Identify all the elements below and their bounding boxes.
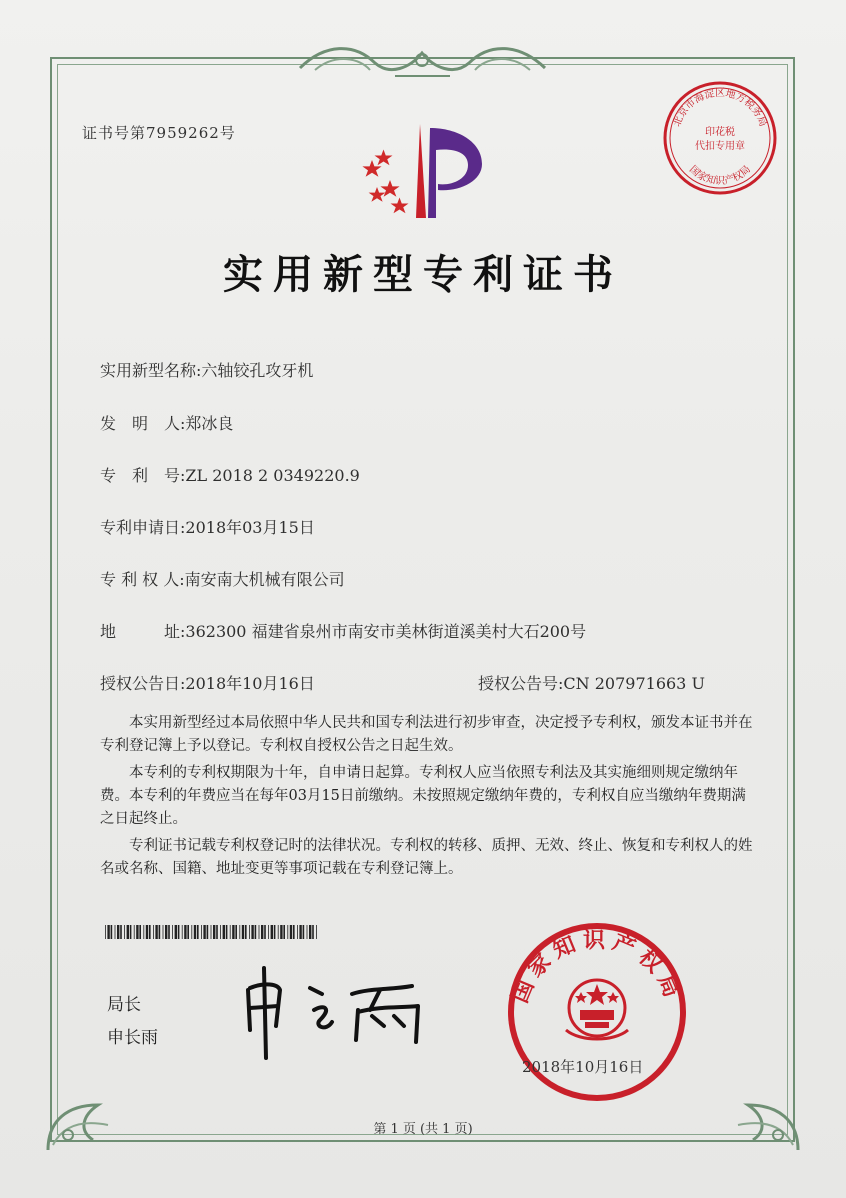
body-paragraph-3: 专利证书记载专利权登记时的法律状况。专利权的转移、质押、无效、终止、恢复和专利权人的姓名或名称、国籍、地址变更等事项记载在专利登记簿上。 [100, 838, 753, 877]
director-name: 申长雨 [107, 1028, 158, 1048]
field-patentee [100, 567, 345, 590]
grant-date-label: 授权公告日: [100, 674, 186, 693]
svg-text:代扣专用章: 代扣专用章 [695, 141, 745, 152]
grant-date-value: 2018年10月16日 [185, 674, 315, 693]
name-value: 六轴铰孔攻牙机 [201, 361, 314, 380]
patentee-label: 专 利 权 人: [100, 570, 185, 589]
field-filing-date [100, 515, 315, 538]
field-grant-no [478, 671, 705, 694]
patent-office-logo-icon [358, 120, 488, 225]
svg-text:国家知识产权局: 国家知识产权局 [506, 927, 688, 1007]
filing-date-value: 2018年03月15日 [185, 518, 315, 537]
field-inventor [100, 411, 233, 434]
top-ornament-icon [295, 38, 550, 83]
certificate-title: 实用新型专利证书 [223, 251, 623, 298]
svg-text:北京市海淀区地方税务局: 北京市海淀区地方税务局 [671, 88, 769, 129]
filing-date-label: 专利申请日: [100, 518, 186, 537]
patent-no-label: 专 利 号: [100, 466, 186, 485]
grant-no-label: 授权公告号: [478, 674, 564, 693]
address-value: 362300 福建省泉州市南安市美林街道溪美村大石200号 [185, 622, 587, 641]
inventor-value: 郑冰良 [185, 414, 234, 433]
director-signature-icon [240, 960, 440, 1060]
field-address [100, 619, 586, 642]
body-paragraph-2: 本专利的专利权期限为十年，自申请日起算。专利权人应当依照专利法及其实施细则规定缴纳年费。本专利的年费应当在每年03月15日前缴纳。未按照规定缴纳年费的，专利权自应当缴纳年费期满之日起终止。 [100, 765, 746, 827]
svg-text:国家知识产权局: 国家知识产权局 [687, 163, 753, 187]
field-name [100, 358, 313, 381]
grant-no-value: CN 207971663 U [563, 674, 705, 693]
field-grant-date [100, 671, 315, 694]
official-seal-icon [500, 920, 695, 1105]
director-title: 局长 [107, 995, 141, 1015]
body-paragraph-1: 本实用新型经过本局依照中华人民共和国专利法进行初步审查，决定授予专利权，颁发本证书并在专利登记簿上予以登记。专利权自授权公告之日起生效。 [100, 715, 753, 754]
page-number: 第 1 页 (共 1 页) [373, 1122, 473, 1137]
patentee-value: 南安南大机械有限公司 [184, 570, 345, 589]
tax-stamp-icon [660, 78, 780, 198]
certificate-number: 证书号第7959262号 [82, 124, 236, 142]
inventor-label: 发 明 人: [100, 414, 186, 433]
address-label: 地 址: [100, 622, 186, 641]
seal-date: 2018年10月16日 [522, 1058, 644, 1076]
name-label: 实用新型名称: [100, 361, 202, 380]
patent-no-value: ZL 2018 2 0349220.9 [185, 466, 360, 485]
body-text [100, 712, 760, 885]
barcode-icon [105, 925, 320, 939]
svg-text:印花税: 印花税 [705, 127, 735, 138]
field-patent-no [100, 463, 360, 486]
